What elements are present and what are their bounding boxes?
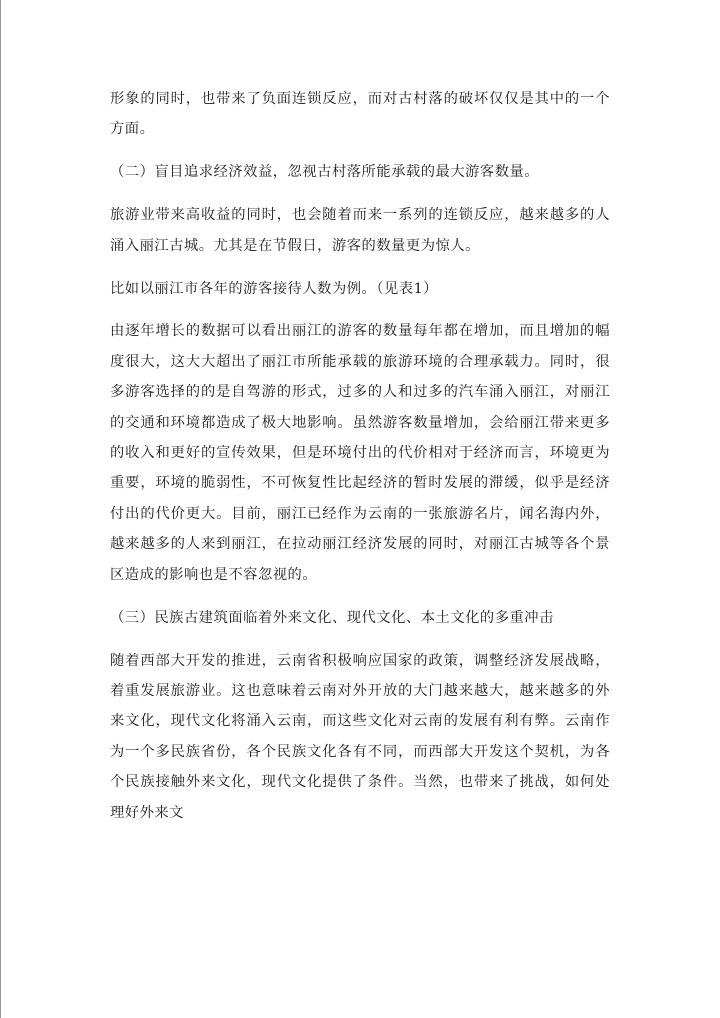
section-heading-3: （三）民族古建筑面临着外来文化、现代文化、本土文化的多重冲击 <box>110 609 554 626</box>
page-left-border <box>0 0 1 1018</box>
paragraph-tourism-revenue: 旅游业带来高收益的同时，也会随着而来一系列的连锁反应，越来越多的人涌入丽江古城。尤其是在节假日，游客的数量更为惊人。 <box>110 207 610 254</box>
paragraph-western-development: 随着西部大开发的推进，云南省积极响应国家的政策，调整经济发展战略，着重发展旅游业。这也意味着云南对外开放的大门越来越大，越来越多的外来文化，现代文化将涌入云南，而这些文化对云南的发展有利有弊。云南作为一个多民族省份，各个民族文化各有不同，而西部大开发这个契机，为各个民族接触外来文化，现代文化提供了条件。当然，也带来了挑战，如何处理好外来文 <box>110 652 610 821</box>
document-body <box>110 84 610 828</box>
paragraph-table-reference: 比如以丽江市各年的游客接待人数为例。（见表1） <box>110 280 438 297</box>
paragraph-visitor-growth: 由逐年增长的数据可以看出丽江的游客的数量每年都在增加，而且增加的幅度很大，这大大超出了丽江市所能承载的旅游环境的合理承载力。同时，很多游客选择的的是自驾游的形式，过多的人和过多的汽车涌入丽江，对丽江的交通和环境都造成了极大地影响。虽然游客数量增加，会给丽江带来更多的收入和更好的宣传效果，但是环境付出的代价相对于经济而言，环境更为重要，环境的脆弱性，不可恢复性比起经济的暂时发展的滞缓，似乎是经济付出的代价更大。目前，丽江已经作为云南的一张旅游名片，闻名海内外，越来越多的人来到丽江，在拉动丽江经济发展的同时，对丽江古城等各个景区造成的影响也是不容忽视的。 <box>110 323 610 583</box>
paragraph-continuation: 形象的同时，也带来了负面连锁反应，而对古村落的破坏仅仅是其中的一个方面。 <box>110 91 610 138</box>
section-heading-2: （二）盲目追求经济效益，忽视古村落所能承载的最大游客数量。 <box>110 164 540 181</box>
